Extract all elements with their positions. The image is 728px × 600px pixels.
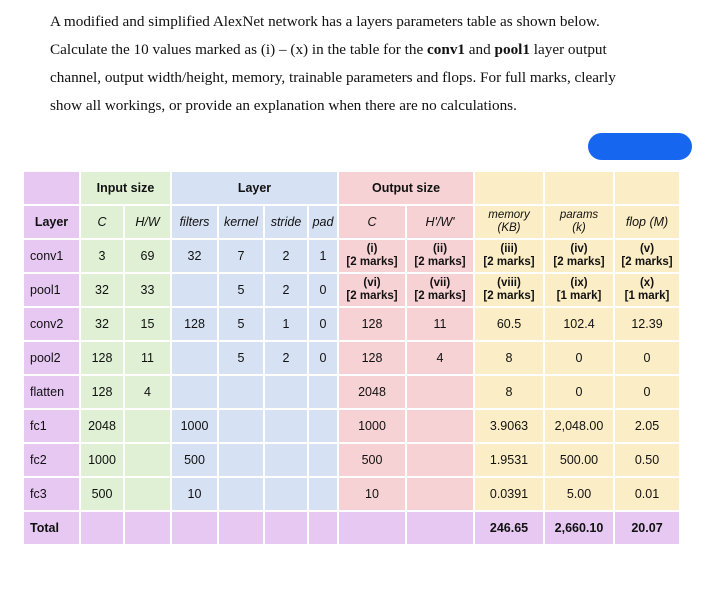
group-header-empty — [24, 172, 79, 204]
question-line-3: channel, output width/height, memory, trainable parameters and flops. For full marks, clearly — [50, 69, 616, 86]
marker-viii: (viii) — [497, 277, 521, 289]
cell-filters: 32 — [172, 240, 217, 272]
cell-stride — [265, 444, 307, 476]
cell-params: 0 — [545, 376, 613, 408]
table-row-pool1 — [24, 274, 679, 306]
cell-stride — [265, 376, 307, 408]
group-header-row — [24, 172, 679, 204]
question-line-4: show all workings, or provide an explanation when there are no calculations. — [50, 97, 517, 114]
cell-pad — [309, 376, 337, 408]
cell-kernel: 5 — [219, 308, 263, 340]
marks-vi: [2 marks] — [346, 290, 398, 302]
table-row-total — [24, 512, 679, 544]
cell-kernel — [219, 478, 263, 510]
table-row-pool2 — [24, 342, 679, 374]
cell-filters — [172, 376, 217, 408]
cell-memory — [475, 274, 543, 306]
cell-layer: fc3 — [24, 478, 79, 510]
marker-iii: (iii) — [500, 243, 518, 255]
cell-total-flop: 20.07 — [615, 512, 679, 544]
cell-hw-in — [125, 478, 170, 510]
cell-hw-out — [407, 410, 473, 442]
question-text — [50, 8, 690, 120]
cell-hw-out: 11 — [407, 308, 473, 340]
cell-c-in: 2048 — [81, 410, 123, 442]
cell-kernel — [219, 444, 263, 476]
cell-hw-out: 4 — [407, 342, 473, 374]
cell-flop: 0 — [615, 376, 679, 408]
cell-total-memory: 246.65 — [475, 512, 543, 544]
cell-c-out: 128 — [339, 308, 405, 340]
cell-hw-out — [407, 444, 473, 476]
question-line-2-b: layer output — [529, 41, 607, 58]
marker-ix: (ix) — [570, 277, 588, 289]
cell-flop: 0.01 — [615, 478, 679, 510]
redaction-mark — [588, 133, 692, 160]
col-header-stride: stride — [265, 206, 307, 238]
cell-pad: 0 — [309, 342, 337, 374]
cell-hw-out — [407, 274, 473, 306]
question-conv1-emphasis: conv1 — [427, 41, 465, 58]
col-header-params-line1: params — [559, 209, 599, 221]
col-header-c-in: C — [81, 206, 123, 238]
cell-filters — [172, 342, 217, 374]
marks-ii: [2 marks] — [414, 256, 466, 268]
group-header-layer: Layer — [172, 172, 337, 204]
col-header-hw-out: H'/W' — [407, 206, 473, 238]
cell-params: 2,048.00 — [545, 410, 613, 442]
marker-ii: (ii) — [432, 243, 448, 255]
col-header-memory — [475, 206, 543, 238]
cell-kernel — [219, 376, 263, 408]
cell-filters: 128 — [172, 308, 217, 340]
cell-flop: 12.39 — [615, 308, 679, 340]
cell-memory: 3.9063 — [475, 410, 543, 442]
cell-kernel — [219, 410, 263, 442]
col-header-hw-in: H/W — [125, 206, 170, 238]
marks-ix: [1 mark] — [556, 290, 602, 302]
cell-c-out: 2048 — [339, 376, 405, 408]
cell-pad: 0 — [309, 274, 337, 306]
cell-hw-in — [125, 410, 170, 442]
marker-i: (i) — [366, 243, 378, 255]
marker-iv: (iv) — [570, 243, 588, 255]
cell-total-empty — [172, 512, 217, 544]
col-header-filters: filters — [172, 206, 217, 238]
marker-x: (x) — [639, 277, 655, 289]
cell-total-empty — [339, 512, 405, 544]
cell-c-out: 1000 — [339, 410, 405, 442]
col-header-layer: Layer — [24, 206, 79, 238]
cell-c-in: 1000 — [81, 444, 123, 476]
cell-total-label: Total — [24, 512, 79, 544]
cell-filters: 500 — [172, 444, 217, 476]
cell-stride: 1 — [265, 308, 307, 340]
cell-params: 500.00 — [545, 444, 613, 476]
marker-vii: (vii) — [429, 277, 451, 289]
cell-pad: 1 — [309, 240, 337, 272]
cell-stride — [265, 478, 307, 510]
cell-total-empty — [309, 512, 337, 544]
cell-layer: conv2 — [24, 308, 79, 340]
cell-filters — [172, 274, 217, 306]
marks-x: [1 mark] — [624, 290, 670, 302]
cell-layer: fc1 — [24, 410, 79, 442]
cell-params — [545, 274, 613, 306]
cell-hw-out — [407, 376, 473, 408]
cell-memory: 1.9531 — [475, 444, 543, 476]
cell-flop: 0 — [615, 342, 679, 374]
cell-total-empty — [219, 512, 263, 544]
cell-filters: 1000 — [172, 410, 217, 442]
cell-flop: 0.50 — [615, 444, 679, 476]
marks-viii: [2 marks] — [483, 290, 535, 302]
cell-layer: pool1 — [24, 274, 79, 306]
cell-c-in: 500 — [81, 478, 123, 510]
marks-v: [2 marks] — [621, 256, 673, 268]
cell-c-in: 128 — [81, 342, 123, 374]
cell-c-out — [339, 274, 405, 306]
cell-stride: 2 — [265, 342, 307, 374]
cell-pad — [309, 410, 337, 442]
cell-layer: fc2 — [24, 444, 79, 476]
col-header-params-line2: (k) — [572, 222, 586, 234]
cell-memory — [475, 240, 543, 272]
cell-flop — [615, 274, 679, 306]
cell-params: 5.00 — [545, 478, 613, 510]
cell-c-out — [339, 240, 405, 272]
cell-params: 0 — [545, 342, 613, 374]
question-line-2-and: and — [465, 41, 495, 58]
cell-kernel: 5 — [219, 274, 263, 306]
group-header-memory-empty — [475, 172, 543, 204]
cell-hw-in: 69 — [125, 240, 170, 272]
question-line-1: A modified and simplified AlexNet network has a layers parameters table as shown below. — [50, 13, 600, 30]
table-row-fc1 — [24, 410, 679, 442]
marks-i: [2 marks] — [346, 256, 398, 268]
cell-c-in: 32 — [81, 308, 123, 340]
group-header-flop-empty — [615, 172, 679, 204]
cell-layer: conv1 — [24, 240, 79, 272]
layers-parameters-table — [22, 170, 681, 546]
marker-v: (v) — [639, 243, 655, 255]
cell-flop — [615, 240, 679, 272]
cell-layer: flatten — [24, 376, 79, 408]
cell-params: 102.4 — [545, 308, 613, 340]
cell-kernel: 5 — [219, 342, 263, 374]
cell-memory: 60.5 — [475, 308, 543, 340]
col-header-flop: flop (M) — [615, 206, 679, 238]
col-header-pad: pad — [309, 206, 337, 238]
cell-c-out: 128 — [339, 342, 405, 374]
table-row-fc2 — [24, 444, 679, 476]
cell-memory: 8 — [475, 342, 543, 374]
marks-iv: [2 marks] — [553, 256, 605, 268]
cell-c-out: 10 — [339, 478, 405, 510]
cell-filters: 10 — [172, 478, 217, 510]
table-row-flatten — [24, 376, 679, 408]
group-header-input-size: Input size — [81, 172, 170, 204]
marks-iii: [2 marks] — [483, 256, 535, 268]
cell-memory: 8 — [475, 376, 543, 408]
cell-total-empty — [407, 512, 473, 544]
cell-kernel: 7 — [219, 240, 263, 272]
col-header-memory-line2: (KB) — [497, 222, 521, 234]
cell-params — [545, 240, 613, 272]
cell-hw-in: 4 — [125, 376, 170, 408]
cell-hw-in — [125, 444, 170, 476]
cell-c-out: 500 — [339, 444, 405, 476]
cell-total-empty — [125, 512, 170, 544]
cell-hw-in: 11 — [125, 342, 170, 374]
cell-pad: 0 — [309, 308, 337, 340]
cell-c-in: 3 — [81, 240, 123, 272]
table-row-fc3 — [24, 478, 679, 510]
cell-total-empty — [265, 512, 307, 544]
table-row-conv2 — [24, 308, 679, 340]
col-header-params — [545, 206, 613, 238]
cell-hw-out — [407, 240, 473, 272]
cell-stride: 2 — [265, 240, 307, 272]
cell-hw-out — [407, 478, 473, 510]
col-header-c-out: C — [339, 206, 405, 238]
question-line-2 — [50, 36, 690, 64]
cell-stride: 2 — [265, 274, 307, 306]
cell-flop: 2.05 — [615, 410, 679, 442]
question-line-2-a: Calculate the 10 values marked as (i) – (x) in the table for the — [50, 41, 428, 58]
cell-hw-in: 33 — [125, 274, 170, 306]
question-pool1-emphasis: pool1 — [494, 41, 530, 58]
cell-layer: pool2 — [24, 342, 79, 374]
marker-vi: (vi) — [363, 277, 381, 289]
cell-pad — [309, 444, 337, 476]
cell-c-in: 32 — [81, 274, 123, 306]
col-header-kernel: kernel — [219, 206, 263, 238]
cell-stride — [265, 410, 307, 442]
cell-pad — [309, 478, 337, 510]
cell-total-params: 2,660.10 — [545, 512, 613, 544]
column-header-row — [24, 206, 679, 238]
cell-total-empty — [81, 512, 123, 544]
cell-hw-in: 15 — [125, 308, 170, 340]
table-row-conv1 — [24, 240, 679, 272]
marks-vii: [2 marks] — [414, 290, 466, 302]
group-header-params-empty — [545, 172, 613, 204]
col-header-memory-line1: memory — [488, 209, 530, 221]
group-header-output-size: Output size — [339, 172, 473, 204]
cell-memory: 0.0391 — [475, 478, 543, 510]
cell-c-in: 128 — [81, 376, 123, 408]
